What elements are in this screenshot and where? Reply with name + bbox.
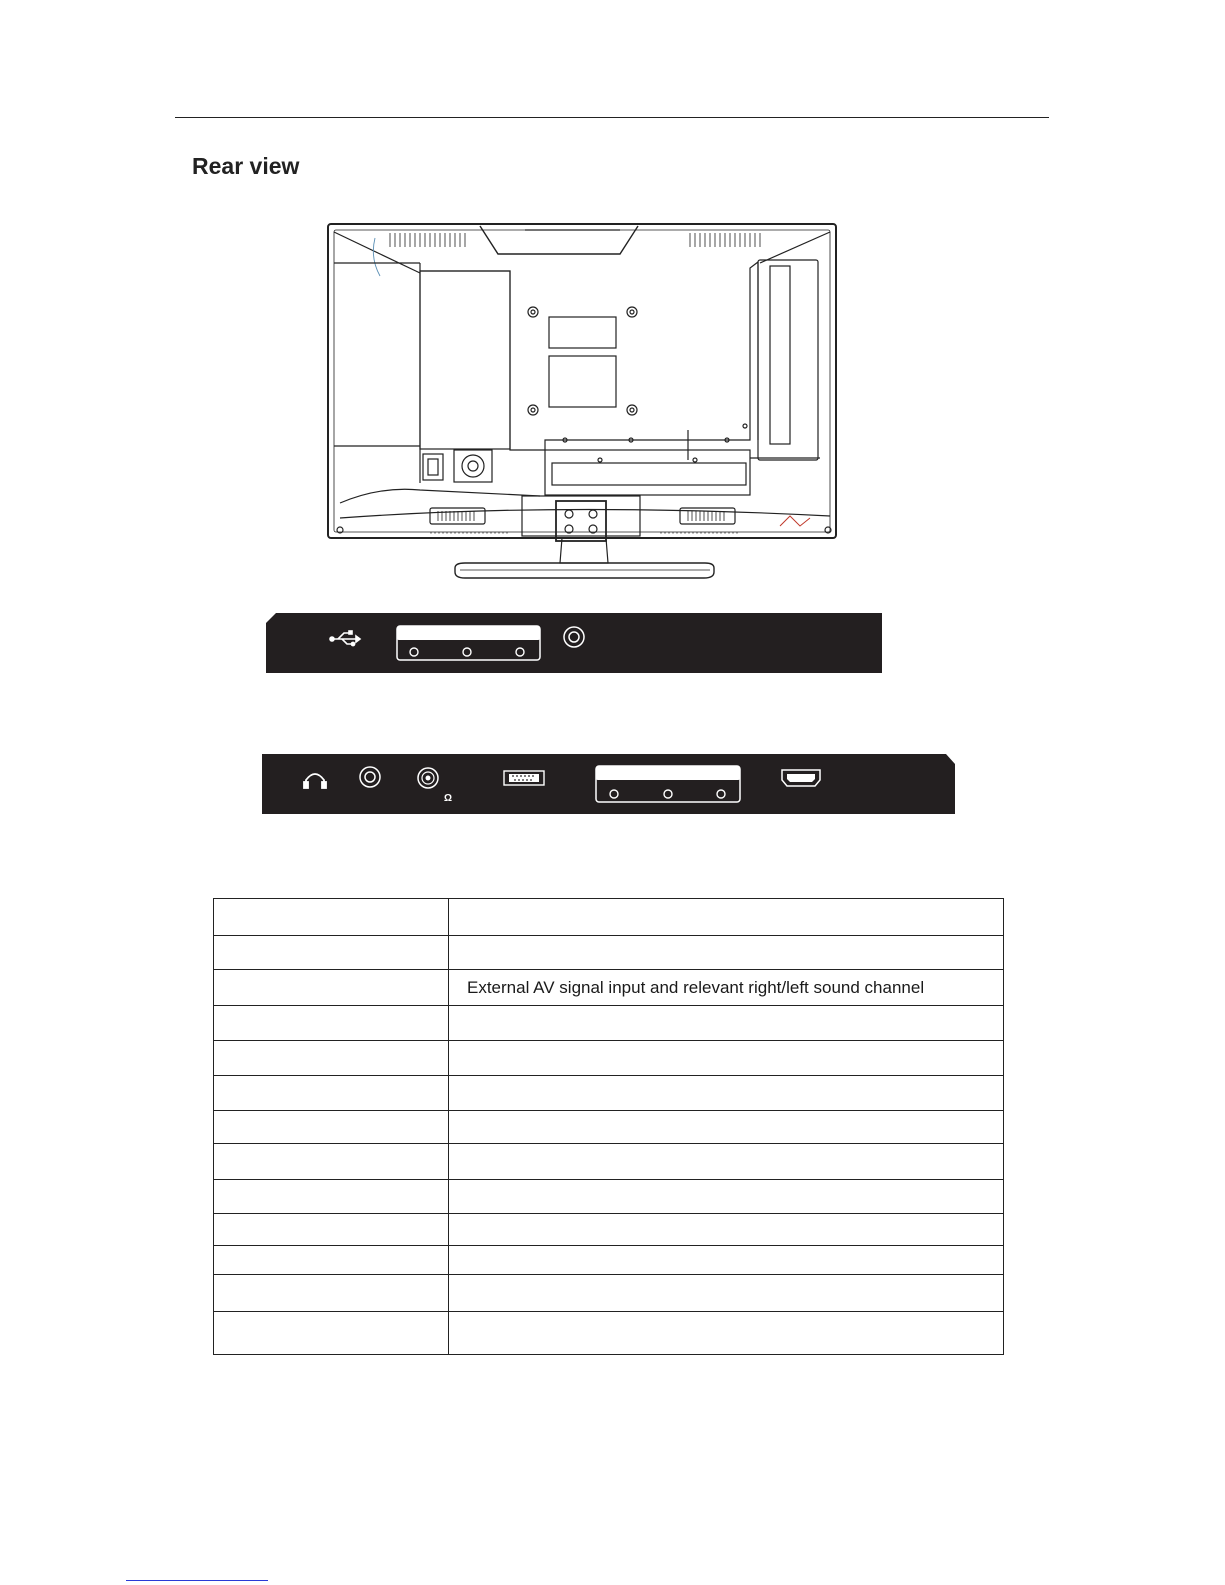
connector-name-cell	[214, 1214, 449, 1246]
connector-description-cell	[449, 899, 1004, 936]
connector-description-cell	[449, 1246, 1004, 1275]
connector-description-cell	[449, 1006, 1004, 1041]
connector-description-cell	[449, 936, 1004, 970]
connector-description-cell	[449, 1144, 1004, 1180]
tv-rear-illustration	[320, 218, 850, 586]
connector-name-cell	[214, 1312, 449, 1355]
connector-description-cell	[449, 1180, 1004, 1214]
connector-name-cell	[214, 1111, 449, 1144]
table-row	[214, 1275, 1004, 1312]
table-row	[214, 1041, 1004, 1076]
footer-link-underline	[126, 1580, 268, 1581]
table-row	[214, 1111, 1004, 1144]
table-row	[214, 1076, 1004, 1111]
table-row	[214, 1180, 1004, 1214]
connector-description-cell	[449, 1041, 1004, 1076]
connector-name-cell	[214, 1275, 449, 1312]
table-row	[214, 936, 1004, 970]
connector-description-cell	[449, 1312, 1004, 1355]
connector-name-cell	[214, 1180, 449, 1214]
table-row	[214, 1006, 1004, 1041]
page-title: Rear view	[192, 153, 300, 179]
table-row	[214, 1246, 1004, 1275]
connector-description-cell	[449, 1076, 1004, 1111]
connector-name-cell	[214, 936, 449, 970]
connector-description-cell: External AV signal input and relevant right/left sound channel	[449, 970, 1004, 1006]
connector-name-cell	[214, 1006, 449, 1041]
table-row	[214, 1312, 1004, 1355]
table-row	[214, 1214, 1004, 1246]
connector-name-cell	[214, 1041, 449, 1076]
connector-spec-table	[213, 898, 1004, 1355]
table-row	[214, 899, 1004, 936]
connector-name-cell	[214, 899, 449, 936]
connector-description-cell	[449, 1214, 1004, 1246]
connector-name-cell	[214, 970, 449, 1006]
table-row	[214, 970, 1004, 1006]
table-row	[214, 1144, 1004, 1180]
connector-name-cell	[214, 1076, 449, 1111]
ohm-symbol: Ω	[444, 793, 453, 804]
rear-panel-upper	[266, 613, 884, 675]
rear-panel-lower	[262, 754, 956, 816]
connector-description-cell	[449, 1111, 1004, 1144]
connector-description-cell	[449, 1275, 1004, 1312]
connector-name-cell	[214, 1246, 449, 1275]
top-rule	[175, 117, 1049, 118]
connector-name-cell	[214, 1144, 449, 1180]
